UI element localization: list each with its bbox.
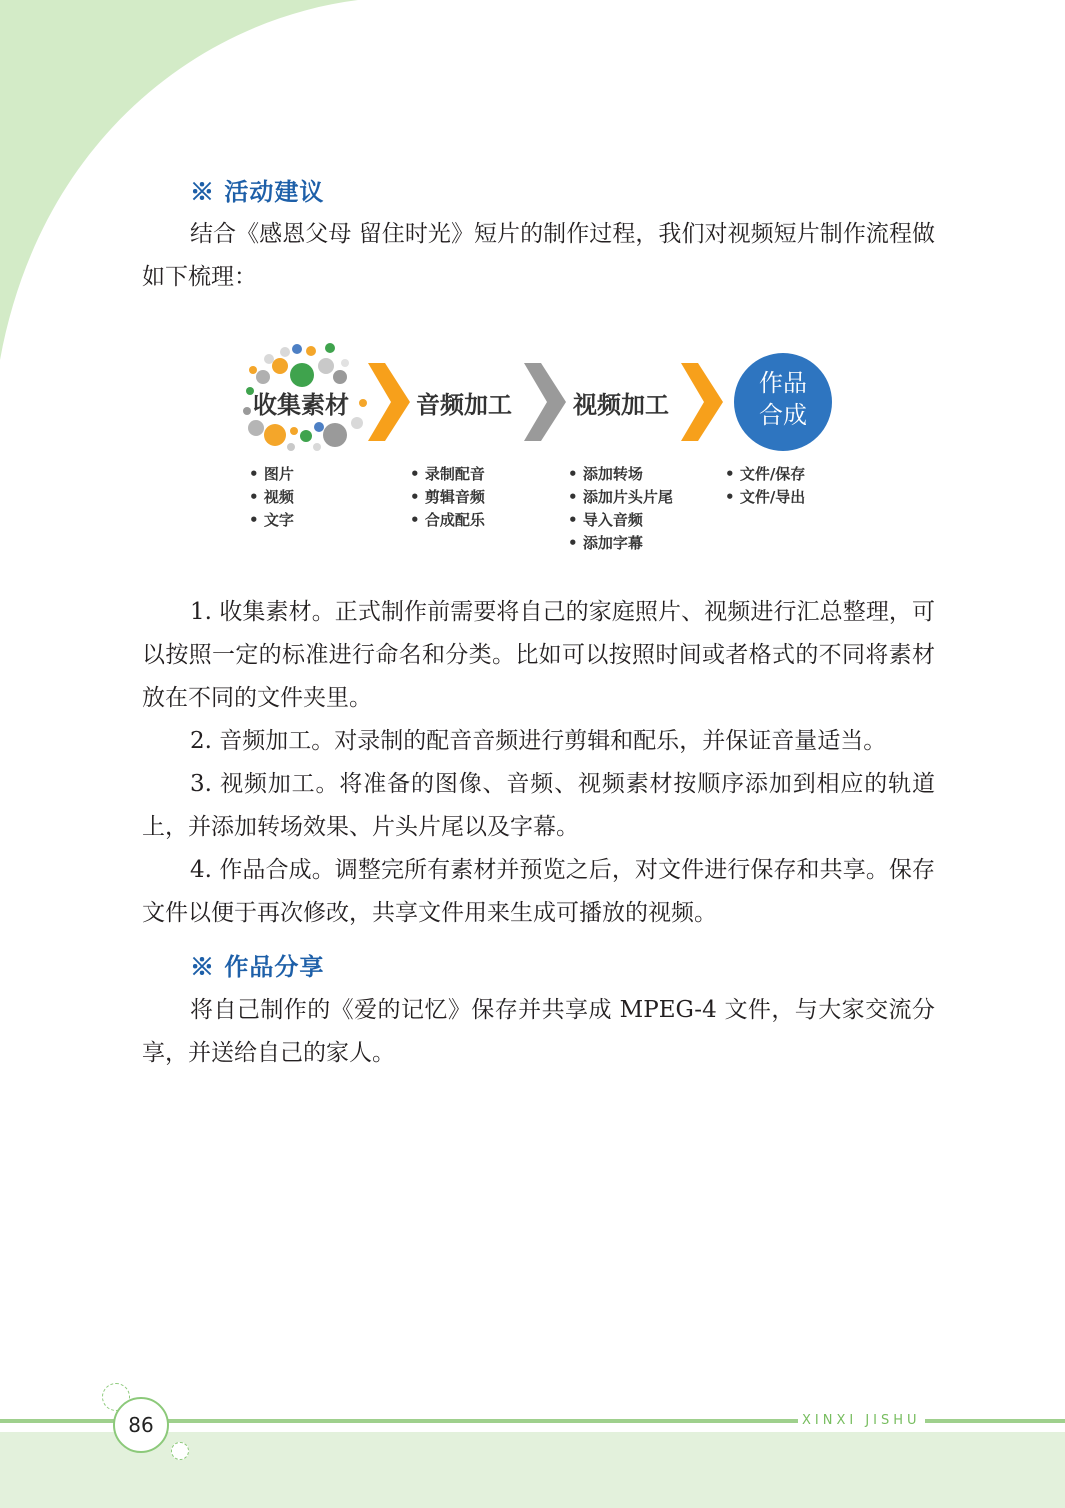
arrow-orange-1 [368, 363, 410, 441]
footer-dashed-circle-small [171, 1442, 189, 1460]
share-paragraph: 将自己制作的《爱的记忆》保存并共享成 MPEG-4 文件，与大家交流分享，并送给自己的家人。 [142, 997, 935, 1066]
section-heading-share: ※ 作品分享 [190, 952, 325, 981]
step-audio-bullets [410, 463, 485, 532]
step-video-label: 视频加工 [573, 391, 669, 419]
bullet-item: • 剪辑音频 [410, 486, 485, 509]
bullet-item: • 图片 [249, 463, 294, 486]
step-final-label [735, 367, 831, 431]
running-footer: XINXI JISHU [798, 1412, 925, 1430]
bullet-item: • 文字 [249, 509, 294, 532]
bullet-item: • 录制配音 [410, 463, 485, 486]
step-collect-bullets [249, 463, 294, 532]
bullet-item: • 添加转场 [568, 463, 673, 486]
bullet-item: • 视频 [249, 486, 294, 509]
step-paragraph-3: 3. 视频加工。将准备的图像、音频、视频素材按顺序添加到相应的轨道上，并添加转场效果、片头片尾以及字幕。 [142, 771, 935, 840]
step-paragraph-4: 4. 作品合成。调整完所有素材并预览之后，对文件进行保存和共享。保存文件以便于再次修改，共享文件用来生成可播放的视频。 [142, 857, 935, 926]
section-heading-activity: ※ 活动建议 [190, 177, 325, 206]
step-audio-label: 音频加工 [416, 391, 512, 419]
bullet-item: • 文件/保存 [725, 463, 805, 486]
page-number: 86 [113, 1397, 169, 1453]
arrow-gray [524, 363, 566, 441]
bullet-item: • 添加片头片尾 [568, 486, 673, 509]
step-collect-label: 收集素材 [253, 391, 349, 419]
step-video-bullets [568, 463, 673, 555]
intro-paragraph: 结合《感恩父母 留住时光》短片的制作过程，我们对视频短片制作流程做如下梳理： [142, 221, 935, 290]
step-paragraph-1: 1. 收集素材。正式制作前需要将自己的家庭照片、视频进行汇总整理，可以按照一定的标准进行命名和分类。比如可以按照时间或者格式的不同将素材放在不同的文件夹里。 [142, 599, 935, 711]
step-final-line1: 作品 [759, 369, 807, 397]
step-final-bullets [725, 463, 805, 509]
bullet-item: • 文件/导出 [725, 486, 805, 509]
bullet-item: • 合成配乐 [410, 509, 485, 532]
step-final-line2: 合成 [759, 401, 807, 429]
workflow-diagram [235, 335, 845, 565]
step-paragraph-2: 2. 音频加工。对录制的配音音频进行剪辑和配乐，并保证音量适当。 [190, 728, 887, 754]
bullet-item: • 添加字幕 [568, 532, 673, 555]
bullet-item: • 导入音频 [568, 509, 673, 532]
arrow-orange-2 [681, 363, 723, 441]
